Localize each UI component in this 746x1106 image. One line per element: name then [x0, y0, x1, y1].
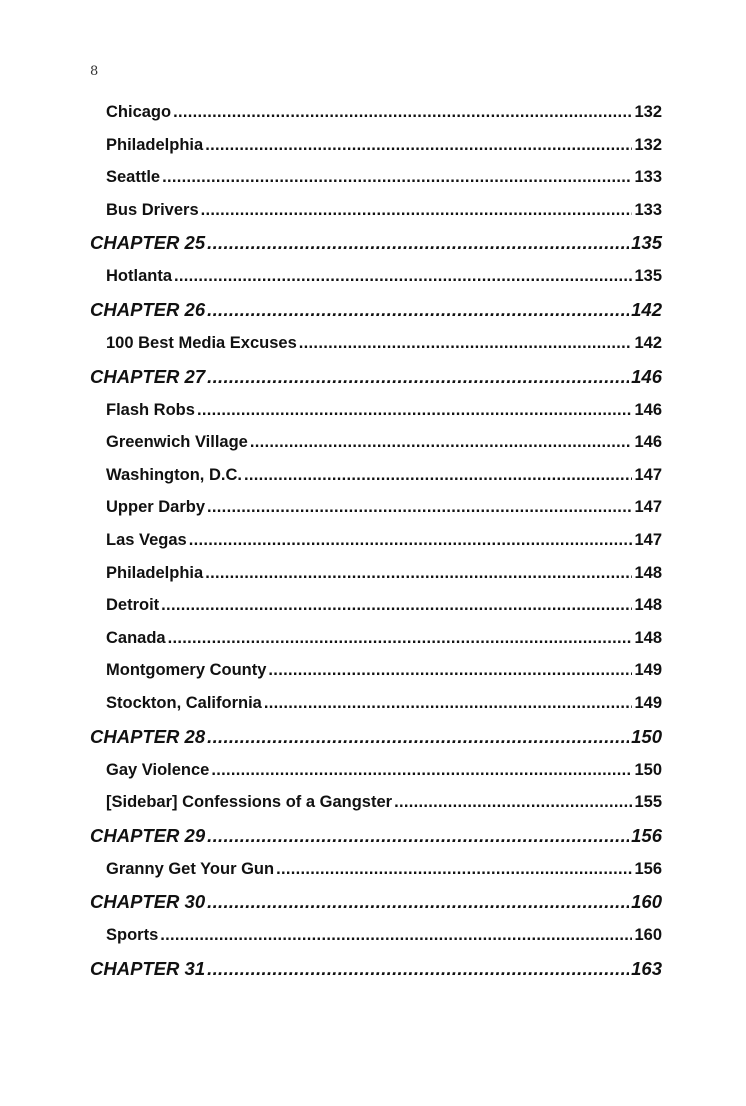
toc-entry-title: CHAPTER 25 — [90, 232, 206, 254]
dot-leader — [160, 919, 632, 952]
toc-entry-page: 150 — [634, 760, 662, 779]
toc-entry-canada[interactable] — [90, 622, 662, 655]
toc-entry-title: Sports — [106, 926, 159, 945]
toc-entry-title: Montgomery County — [106, 661, 267, 680]
dot-leader — [161, 589, 632, 622]
toc-entry-page: 148 — [634, 628, 662, 647]
toc-entry-title: Flash Robs — [106, 400, 195, 419]
toc-entry-page: 150 — [631, 725, 662, 747]
toc-entry-las-vegas[interactable] — [90, 524, 662, 557]
toc-entry-title: Las Vegas — [106, 530, 187, 549]
toc-entry-page: 146 — [634, 400, 662, 419]
toc-entry-washington-dc[interactable] — [90, 459, 662, 492]
toc-entry-page: 149 — [634, 693, 662, 712]
toc-entry-seattle[interactable] — [90, 161, 662, 194]
toc-entry-title: Granny Get Your Gun — [106, 859, 275, 878]
toc-entry-page: 132 — [634, 135, 662, 154]
toc-entry-page: 132 — [634, 103, 662, 121]
toc-entry-title: CHAPTER 28 — [90, 725, 206, 747]
dot-leader — [394, 786, 632, 819]
toc-entry-page: 146 — [631, 365, 662, 387]
toc-entry-title: Detroit — [106, 596, 160, 615]
toc-entry-page: 148 — [634, 563, 662, 582]
dot-leader — [264, 687, 633, 720]
toc-entry-chapter-28[interactable] — [90, 720, 662, 754]
toc-entry-title: CHAPTER 27 — [90, 365, 206, 387]
toc-entry-page: 156 — [634, 859, 662, 878]
toc-entry-hotlanta[interactable] — [90, 260, 662, 293]
dot-leader — [207, 819, 629, 853]
toc-entry-page: 160 — [631, 891, 662, 913]
toc-entry-stockton-california[interactable] — [90, 687, 662, 720]
toc-entry-upper-darby[interactable] — [90, 491, 662, 524]
toc-entry-title: Greenwich Village — [106, 433, 248, 452]
dot-leader — [207, 491, 632, 524]
dot-leader — [205, 557, 632, 590]
toc-entry-gay-violence[interactable] — [90, 754, 662, 787]
toc-entry-title: 100 Best Media Excuses — [106, 333, 297, 352]
toc-entry-chapter-29[interactable] — [90, 819, 662, 853]
toc-entry-bus-drivers[interactable] — [90, 194, 662, 227]
toc-entry-title: Philadelphia — [106, 135, 204, 154]
toc-entry-chapter-26[interactable] — [90, 293, 662, 327]
toc-entry-chicago[interactable] — [90, 96, 662, 129]
toc-entry-philadelphia-2[interactable] — [90, 557, 662, 590]
toc-entry-page: 135 — [634, 267, 662, 286]
dot-leader — [205, 129, 632, 162]
dot-leader — [244, 459, 633, 492]
toc-entry-page: 149 — [634, 661, 662, 680]
toc-entry-montgomery-county[interactable] — [90, 654, 662, 687]
page-number: 8 — [90, 64, 99, 79]
toc-entry-page: 146 — [634, 433, 662, 452]
dot-leader — [197, 394, 633, 427]
toc-entry-title: CHAPTER 26 — [90, 298, 206, 320]
dot-leader — [207, 226, 629, 260]
toc-entry-page: 163 — [631, 957, 662, 979]
toc-entry-page: 147 — [634, 498, 662, 517]
toc-entry-detroit[interactable] — [90, 589, 662, 622]
toc-entry-page: 147 — [634, 465, 662, 484]
dot-leader — [173, 96, 632, 129]
toc-entry-title: CHAPTER 31 — [90, 957, 206, 979]
toc-entry-page: 133 — [634, 168, 662, 187]
toc-entry-chapter-25[interactable] — [90, 226, 662, 260]
toc-entry-granny-get-your-gun[interactable] — [90, 853, 662, 886]
toc-entry-greenwich-village[interactable] — [90, 426, 662, 459]
toc-entry-title: Hotlanta — [106, 267, 172, 286]
toc-entry-page: 142 — [631, 298, 662, 320]
toc-entry-title: Gay Violence — [106, 760, 210, 779]
toc-entry-title: Seattle — [106, 168, 161, 187]
toc-entry-title: CHAPTER 29 — [90, 824, 206, 846]
dot-leader — [276, 853, 632, 886]
toc-entry-title: Chicago — [106, 103, 172, 121]
toc-entry-page: 142 — [634, 333, 662, 352]
toc-entry-page: 155 — [634, 793, 662, 812]
dot-leader — [268, 654, 632, 687]
toc-entry-sports[interactable] — [90, 919, 662, 952]
toc-entry-chapter-27[interactable] — [90, 360, 662, 394]
dot-leader — [201, 194, 633, 227]
dot-leader — [207, 360, 629, 394]
dot-leader — [174, 260, 632, 293]
dot-leader — [207, 720, 629, 754]
toc-entry-page: 160 — [634, 926, 662, 945]
toc-entry-page: 133 — [634, 200, 662, 219]
toc-entry-title: Stockton, California — [106, 693, 262, 712]
dot-leader — [207, 885, 629, 919]
toc-entry-title: CHAPTER 30 — [90, 891, 206, 913]
toc-entry-page: 135 — [631, 232, 662, 254]
toc-entry-chapter-30[interactable] — [90, 885, 662, 919]
toc-entry-title: Canada — [106, 628, 166, 647]
toc-entry-philadelphia[interactable] — [90, 129, 662, 162]
dot-leader — [207, 293, 629, 327]
dot-leader — [162, 161, 632, 194]
dot-leader — [189, 524, 633, 557]
dot-leader — [207, 952, 629, 986]
toc-entry-title: Washington, D.C. — [106, 465, 242, 484]
table-of-contents — [90, 96, 662, 986]
toc-entry-page: 156 — [631, 824, 662, 846]
toc-entry-title: Philadelphia — [106, 563, 204, 582]
toc-entry-title: Upper Darby — [106, 498, 206, 517]
toc-entry-flash-robs[interactable] — [90, 394, 662, 427]
toc-entry-100-best-media-excuses[interactable] — [90, 327, 662, 360]
toc-entry-chapter-31[interactable] — [90, 952, 662, 986]
toc-entry-title: [Sidebar] Confessions of a Gangster — [106, 793, 393, 812]
dot-leader — [250, 426, 633, 459]
toc-entry-page: 148 — [634, 596, 662, 615]
toc-entry-title: Bus Drivers — [106, 200, 199, 219]
toc-entry-page: 147 — [634, 530, 662, 549]
dot-leader — [299, 327, 633, 360]
toc-entry-sidebar-confessions[interactable] — [90, 786, 662, 819]
dot-leader — [211, 754, 632, 787]
dot-leader — [168, 622, 633, 655]
